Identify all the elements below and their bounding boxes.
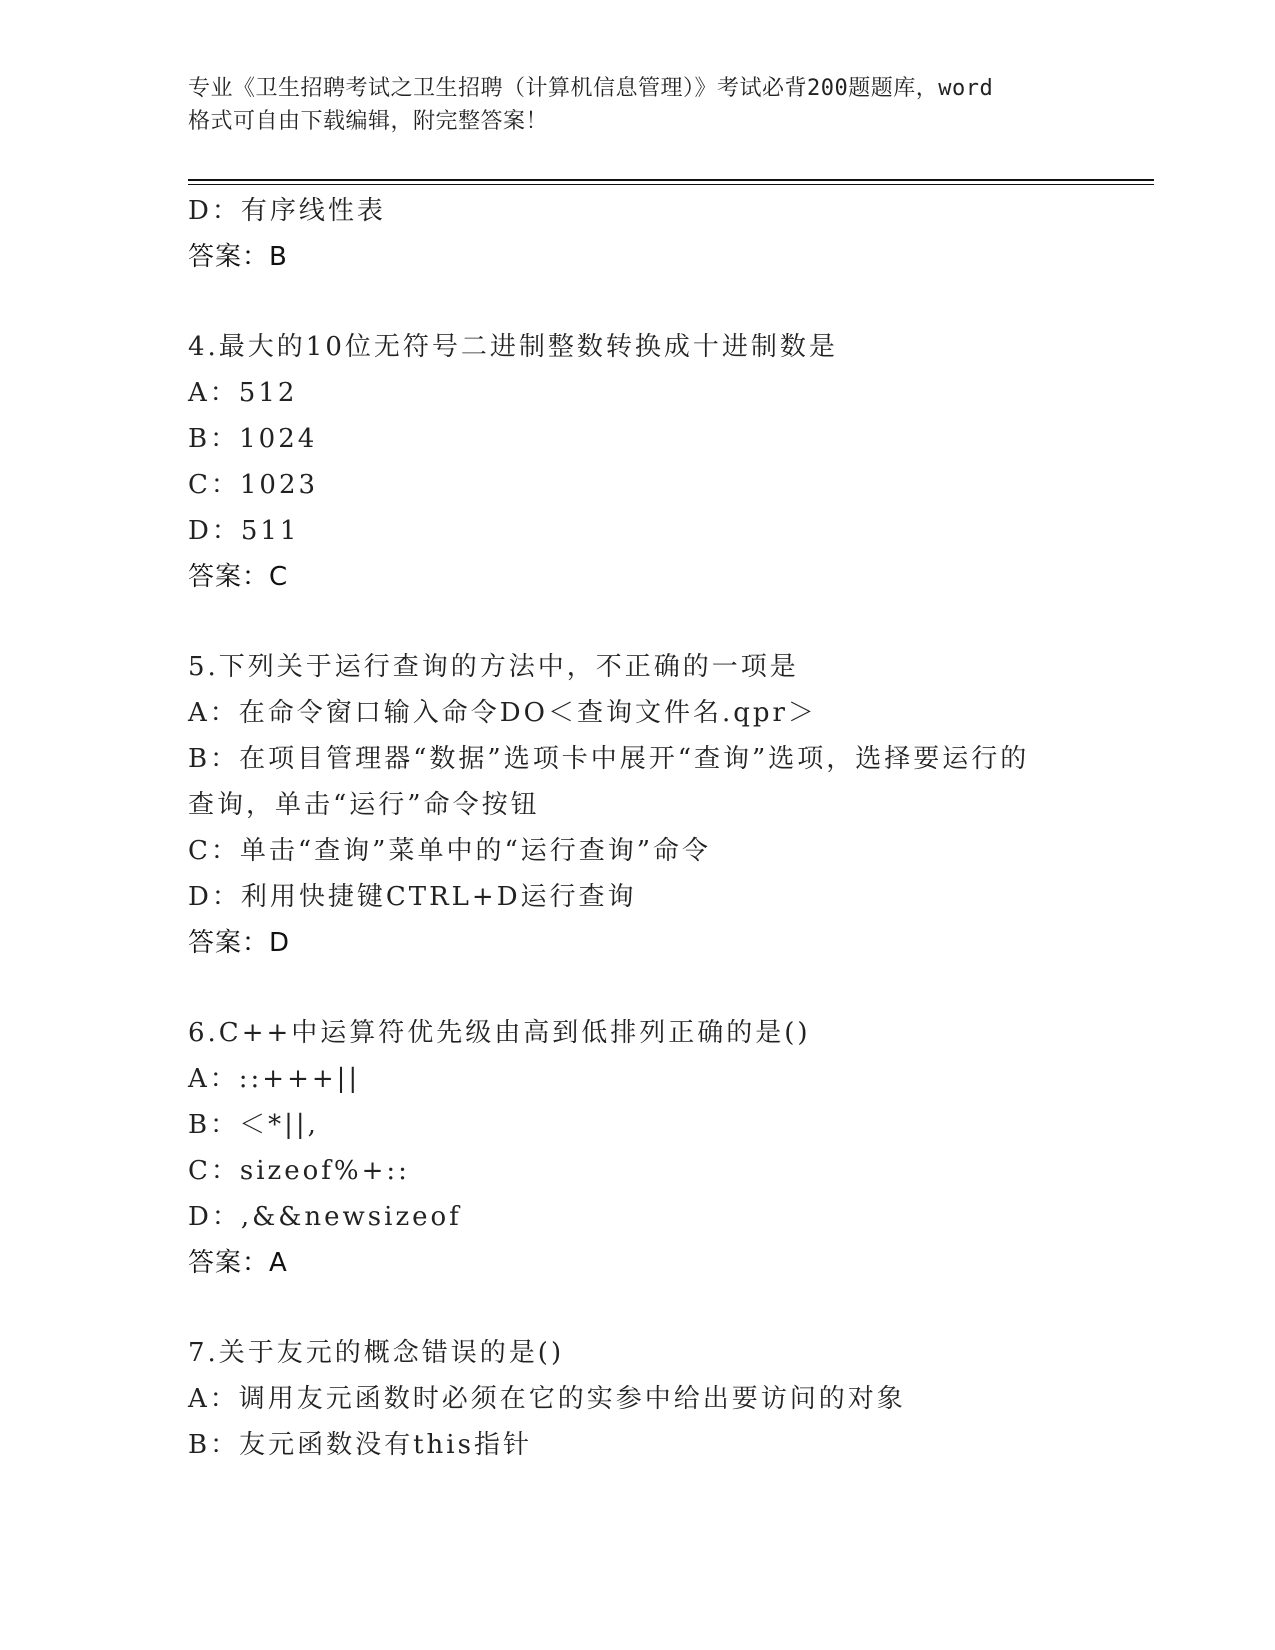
option-c: C：单击“查询”菜单中的“运行查询”命令: [188, 836, 712, 866]
answer-line: 答案：C: [188, 562, 289, 592]
header-divider-thick: [188, 179, 1154, 181]
question-7: [188, 1330, 1088, 1468]
option-b-line-2: 查询，单击“运行”命令按钮: [188, 790, 540, 820]
option-b: B：＜*||,: [188, 1110, 319, 1140]
header-title-line-2: 格式可自由下载编辑，附完整答案！: [188, 109, 549, 134]
question-stem: 6.C++中运算符优先级由高到低排列正确的是(): [188, 1018, 811, 1048]
document-header: [188, 72, 1088, 138]
option-a: A：512: [188, 378, 298, 408]
option-d: D：,&&newsizeof: [188, 1202, 462, 1232]
option-c: C：sizeof%+::: [188, 1156, 410, 1186]
option-d: D：有序线性表: [188, 196, 386, 226]
question-stem: 4.最大的10位无符号二进制整数转换成十进制数是: [188, 332, 838, 362]
option-b: B：友元函数没有this指针: [188, 1430, 532, 1460]
question-stem: 7.关于友元的概念错误的是(): [188, 1338, 565, 1368]
option-a: A：::+++||: [188, 1064, 361, 1094]
question-6: [188, 1010, 1088, 1286]
header-divider-thin: [188, 184, 1154, 185]
option-a: A：在命令窗口输入命令DO＜查询文件名.qpr＞: [188, 698, 817, 728]
option-c: C：1023: [188, 470, 319, 500]
option-b-line-1: B：在项目管理器“数据”选项卡中展开“查询”选项，选择要运行的: [188, 744, 1030, 774]
option-d: D：利用快捷键CTRL+D运行查询: [188, 882, 637, 912]
option-d: D：511: [188, 516, 300, 546]
answer-line: 答案：D: [188, 928, 291, 958]
question-4: [188, 324, 1088, 600]
header-title-line-1: 专业《卫生招聘考试之卫生招聘（计算机信息管理）》考试必背200题题库，word: [188, 76, 994, 101]
answer-line: 答案：A: [188, 1248, 288, 1278]
question-list: [188, 188, 1088, 1468]
question-stem: 5.下列关于运行查询的方法中，不正确的一项是: [188, 652, 799, 682]
question-5: [188, 644, 1088, 966]
question-3-tail: [188, 188, 1088, 280]
option-b: B：1024: [188, 424, 318, 454]
option-a: A：调用友元函数时必须在它的实参中给出要访问的对象: [188, 1384, 906, 1414]
answer-line: 答案：B: [188, 242, 288, 272]
